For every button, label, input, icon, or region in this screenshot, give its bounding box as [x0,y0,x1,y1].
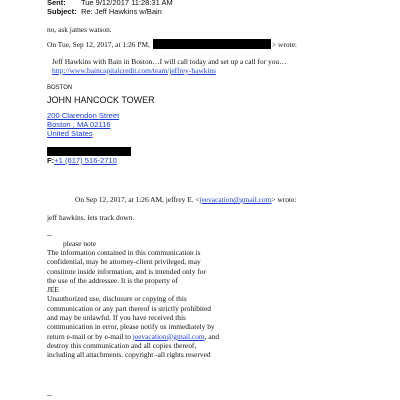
sent-value: Tue 9/12/2017 11:28:31 AM [80,0,173,7]
notice-line: Unauthorized use, disclosure or copying of this [47,294,187,304]
address-line-2[interactable]: Boston , MA 02116 [47,120,111,129]
bain-profile-link[interactable]: http://www.baincapitalcredit.com/team/jeffrey-hawkins [52,66,216,75]
subject-label: Subject: [47,7,77,16]
signature-address [47,111,119,138]
quote1-text: Jeff Hawkins with Bain in Boston…I will call today and set up a call for you… [52,57,287,66]
notice-email-suffix: , and [204,331,220,341]
redaction-bar [47,147,131,156]
signature-city: BOSTON [47,85,73,91]
fax-number[interactable]: +1 (617) 516-2710 [54,156,117,165]
address-line-1[interactable]: 200 Clarendon Street [47,111,120,120]
subject-value: Re: Jeff Hawkins w/Bain [81,7,162,16]
notice-line: destroy this communication and all copies thereof, [47,340,197,350]
notice-line: confidential, may be attorney-client privileged, may [47,257,201,267]
disclaimer-dashes: -- [47,230,52,239]
notice-email-line [47,332,219,341]
quote1-intro [47,40,150,49]
quote2-text: jeff hawkins. lets track down. [47,213,135,222]
quote1-link[interactable] [52,66,216,75]
quote2-email-link[interactable]: jeevacation@gmail.com [199,195,272,204]
sent-label: Sent: [47,0,66,7]
fax-label: F: [47,156,55,165]
quote1-intro-prefix: On Tue, Sep 12, 2017, at 1:26 PM, [47,40,150,49]
notice-line: and may be unlawful. If you have received this [47,313,186,323]
notice-line: the use of the addressee. It is the property of [47,275,178,285]
notice-email-prefix: return e-mail or by e-mail to [47,331,133,341]
please-note: please note [63,239,97,248]
subject-row [47,7,162,16]
address-line-3[interactable]: United States [47,129,93,138]
signature-building: JOHN HANCOCK TOWER [47,95,155,105]
redaction-bar [153,39,271,49]
notice-line: constitute inside information, and is intended only for [47,266,206,276]
notice-line: communication or any part thereof is strictly prohibited [47,303,211,313]
reply-text: no, ask james watson. [47,25,112,34]
quote2-intro [75,195,296,204]
quote2-intro-suffix: > wrote: [271,195,297,204]
notice-line: The information contained in this communication is [47,248,201,257]
notice-line: JEE [47,285,59,295]
quote2-intro-prefix: On Sep 12, 2017, at 1:26 AM, jeffrey E. < [75,195,200,204]
footer-dashes: -- [47,390,52,399]
notice-line: including all attachments. copyright -all rights reserved [47,350,211,360]
notice-email-link[interactable]: jeevacation@gmail.com [132,331,205,341]
quote1-intro-suffix: > wrote: [272,40,297,49]
sent-row [47,0,173,7]
notice-line: communication in error, please notify us immediately by [47,322,215,332]
confidentiality-notice [47,248,219,360]
signature-fax [47,156,117,165]
